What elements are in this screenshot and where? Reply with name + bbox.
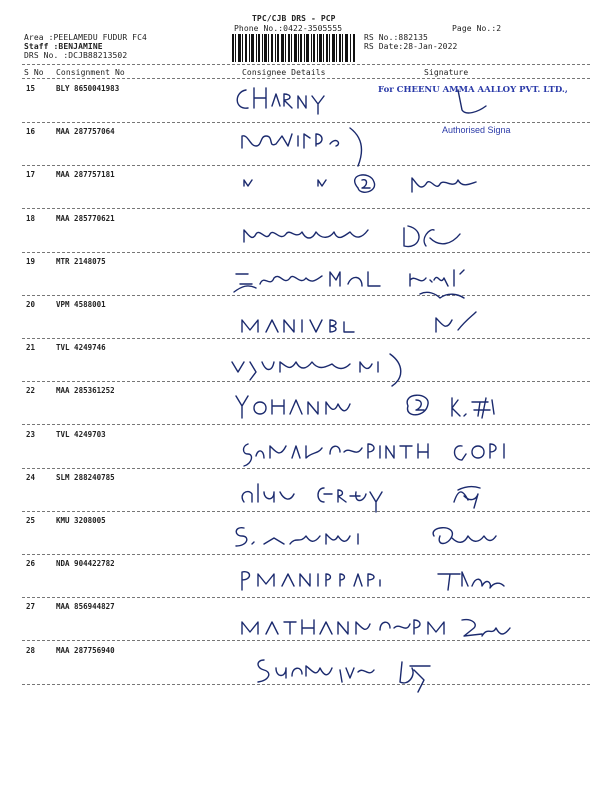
barcode-icon xyxy=(232,34,356,62)
document-title: TPC/CJB DRS - PCP xyxy=(252,14,336,23)
drs-number: DRS No. :DCJB88213502 xyxy=(24,51,128,60)
row-serial-number: 20 xyxy=(26,300,36,309)
company-stamp: For CHEENU AMMA AALLOY PVT. LTD., xyxy=(378,85,568,95)
column-header-sno: S No xyxy=(24,68,44,77)
handwritten-name xyxy=(254,656,454,696)
row-serial-number: 17 xyxy=(26,170,36,180)
handwritten-name xyxy=(240,436,520,476)
handwritten-name xyxy=(240,170,500,200)
handwritten-name xyxy=(238,126,378,166)
row-serial-number: 27 xyxy=(26,602,36,612)
row-divider xyxy=(22,208,590,209)
row-serial-number: 15 xyxy=(26,84,36,93)
row-serial-number: 24 xyxy=(26,472,36,482)
page-number: Page No.:2 xyxy=(452,24,502,33)
handwritten-name xyxy=(232,392,532,432)
column-header-signature: Signature xyxy=(424,68,469,77)
handwritten-name xyxy=(238,480,498,516)
signature xyxy=(452,86,492,120)
row-consignment-number: KMU 3208005 xyxy=(56,516,106,525)
row-consignment-number: MAA 856944827 xyxy=(56,602,115,612)
row-serial-number: 16 xyxy=(26,127,36,137)
staff-label: Staff :BENJAMINE xyxy=(24,42,103,51)
row-consignment-number: MAA 285770621 xyxy=(56,213,115,223)
row-serial-number: 28 xyxy=(26,645,36,655)
row-serial-number: 21 xyxy=(26,343,36,353)
rs-date: RS Date:28-Jan-2022 xyxy=(364,42,458,51)
row-serial-number: 25 xyxy=(26,516,36,525)
handwritten-name xyxy=(240,220,480,256)
handwritten-name xyxy=(238,564,508,600)
handwritten-name xyxy=(238,310,498,344)
row-serial-number: 23 xyxy=(26,429,36,439)
row-consignment-number: MAA 287757181 xyxy=(56,170,115,180)
row-serial-number: 18 xyxy=(26,213,36,223)
row-serial-number: 19 xyxy=(26,256,36,266)
row-consignment-number: VPM 4588001 xyxy=(56,300,106,309)
row-consignment-number: TVL 4249703 xyxy=(56,429,106,439)
handwritten-name xyxy=(228,350,408,386)
handwritten-name xyxy=(230,522,520,556)
row-consignment-number: MAA 287756940 xyxy=(56,645,115,655)
rs-number: RS No.:882135 xyxy=(364,33,428,42)
handwritten-name xyxy=(232,86,392,120)
row-consignment-number: NDA 904422782 xyxy=(56,559,115,569)
row-consignment-number: MTR 2148075 xyxy=(56,256,106,266)
row-consignment-number: MAA 285361252 xyxy=(56,386,115,396)
row-divider xyxy=(22,122,590,123)
area-label: Area :PEELAMEDU FUDUR FC4 xyxy=(24,33,147,42)
row-serial-number: 26 xyxy=(26,559,36,569)
column-header-consignee: Consignee Details xyxy=(242,68,326,77)
row-consignment-number: BLY 8650041983 xyxy=(56,84,120,93)
row-consignment-number: SLM 288240785 xyxy=(56,472,115,482)
handwritten-name xyxy=(238,612,528,648)
authorised-signatory-stamp: Authorised Signa xyxy=(442,125,511,135)
column-header-consignment: Consignment No xyxy=(56,68,125,77)
row-consignment-number: TVL 4249746 xyxy=(56,343,106,353)
row-serial-number: 22 xyxy=(26,386,36,396)
handwritten-name xyxy=(232,264,502,304)
row-consignment-number: MAA 287757064 xyxy=(56,127,115,137)
divider xyxy=(22,64,590,65)
phone-number: Phone No.:0422-3505555 xyxy=(234,24,343,33)
divider xyxy=(22,78,590,79)
